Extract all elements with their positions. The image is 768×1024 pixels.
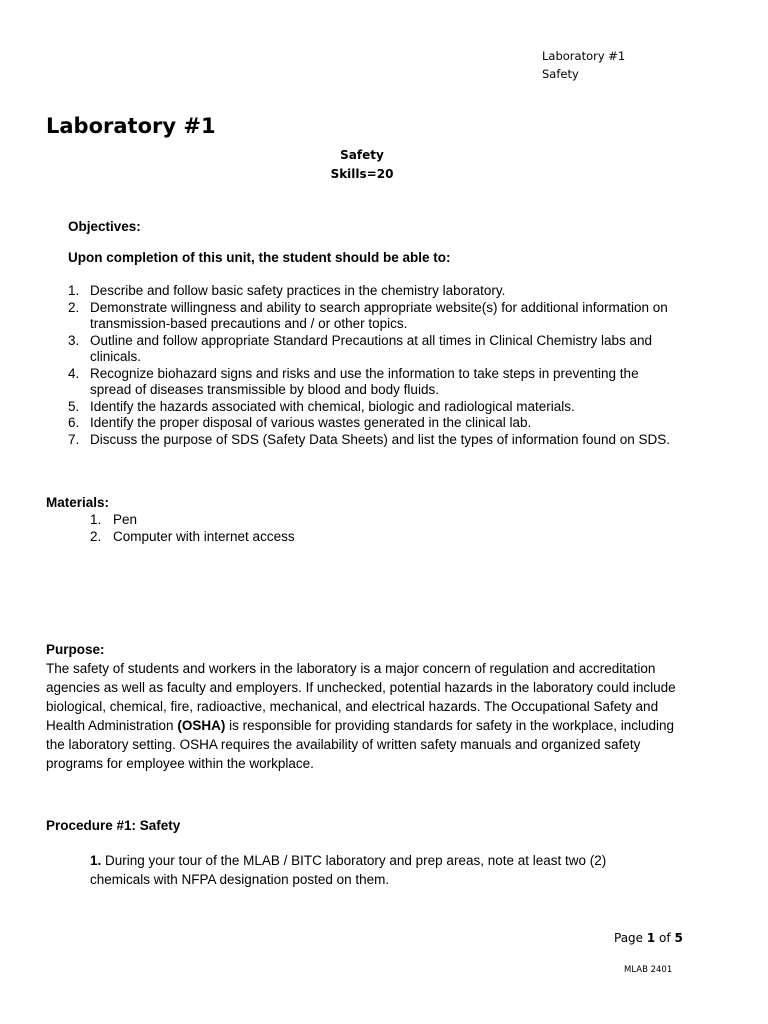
list-number: 1. [90, 512, 102, 527]
list-item-text: Describe and follow basic safety practices in the chemistry laboratory. [90, 283, 506, 298]
page-label: Page [614, 931, 647, 945]
list-item-text: Identify the hazards associated with chemical, biologic and radiological materials. [90, 398, 575, 414]
page-title: Laboratory #1 [46, 114, 216, 138]
procedure-heading: Procedure #1: Safety [46, 818, 181, 833]
osha-acronym: (OSHA) [177, 718, 226, 733]
list-item [46, 366, 676, 399]
list-item-text: Discuss the purpose of SDS (Safety Data Sheets) and list the types of information found on SDS. [90, 431, 671, 447]
list-item-text: Recognize biohazard signs and risks and use the information to take steps in preventing the spread of diseases transmissible by blood and body fluids. [90, 365, 639, 397]
list-item-text: Demonstrate willingness and ability to search appropriate website(s) for additional information on transmission-based precautions and / or other topics. [90, 299, 668, 331]
list-item [46, 300, 676, 333]
skills-heading: Skills=20 [330, 167, 394, 181]
objectives-heading: Objectives: [68, 219, 141, 234]
list-item [46, 283, 676, 300]
running-header-title: Laboratory #1 [542, 49, 626, 63]
list-item-text: Pen [113, 512, 138, 527]
page-total: 5 [674, 931, 683, 945]
procedure-step [90, 851, 650, 889]
list-item [46, 333, 676, 366]
list-item-text: Computer with internet access [113, 528, 295, 544]
list-number: 2. [90, 528, 102, 544]
materials-heading: Materials: [46, 495, 110, 510]
topic-heading: Safety [340, 148, 384, 162]
purpose-heading: Purpose: [46, 642, 105, 657]
objectives-list [46, 283, 676, 448]
page-of: of [655, 931, 675, 945]
list-item-text: Outline and follow appropriate Standard Precautions at all times in Clinical Chemistry labs and clinicals. [90, 332, 653, 364]
purpose-paragraph [46, 659, 686, 773]
running-header-subtitle: Safety [542, 67, 579, 81]
list-item-text: Identify the proper disposal of various wastes generated in the clinical lab. [90, 415, 532, 430]
list-number: 3. [68, 332, 80, 348]
page-current: 1 [646, 931, 656, 945]
list-number: 2. [68, 299, 80, 315]
list-item [46, 432, 676, 449]
step-number: 1. [90, 853, 102, 868]
list-item [90, 529, 295, 546]
list-number: 4. [68, 365, 80, 381]
list-item [46, 415, 676, 432]
course-code: MLAB 2401 [624, 965, 673, 975]
list-number: 7. [68, 431, 80, 447]
list-item [46, 399, 676, 416]
list-number: 6. [68, 415, 80, 430]
objectives-intro: Upon completion of this unit, the student should be able to: [68, 250, 451, 265]
list-number: 1. [68, 283, 80, 298]
list-item [90, 512, 295, 529]
purpose-text-start: The safety of students and workers in the laboratory is a major concern of regulation and accreditation agencies as well as faculty and employers. If unchecked, potential hazards in the laboratory could include biological, chemical, fire, radioactive, mechanical, and electrical hazards. The Occupational Safety and Health Administration [46, 661, 676, 733]
purpose-text-end: is responsible for providing standards for safety in the workplace, including the laboratory setting. OSHA requires the availability of written safety manuals and organized safety programs for employee within the workplace. [46, 718, 675, 771]
list-number: 5. [68, 398, 80, 414]
materials-list [90, 512, 295, 545]
step-text: During your tour of the MLAB / BITC laboratory and prep areas, note at least two (2) chemicals with NFPA designation posted on them. [90, 853, 607, 887]
page-number [614, 931, 683, 945]
